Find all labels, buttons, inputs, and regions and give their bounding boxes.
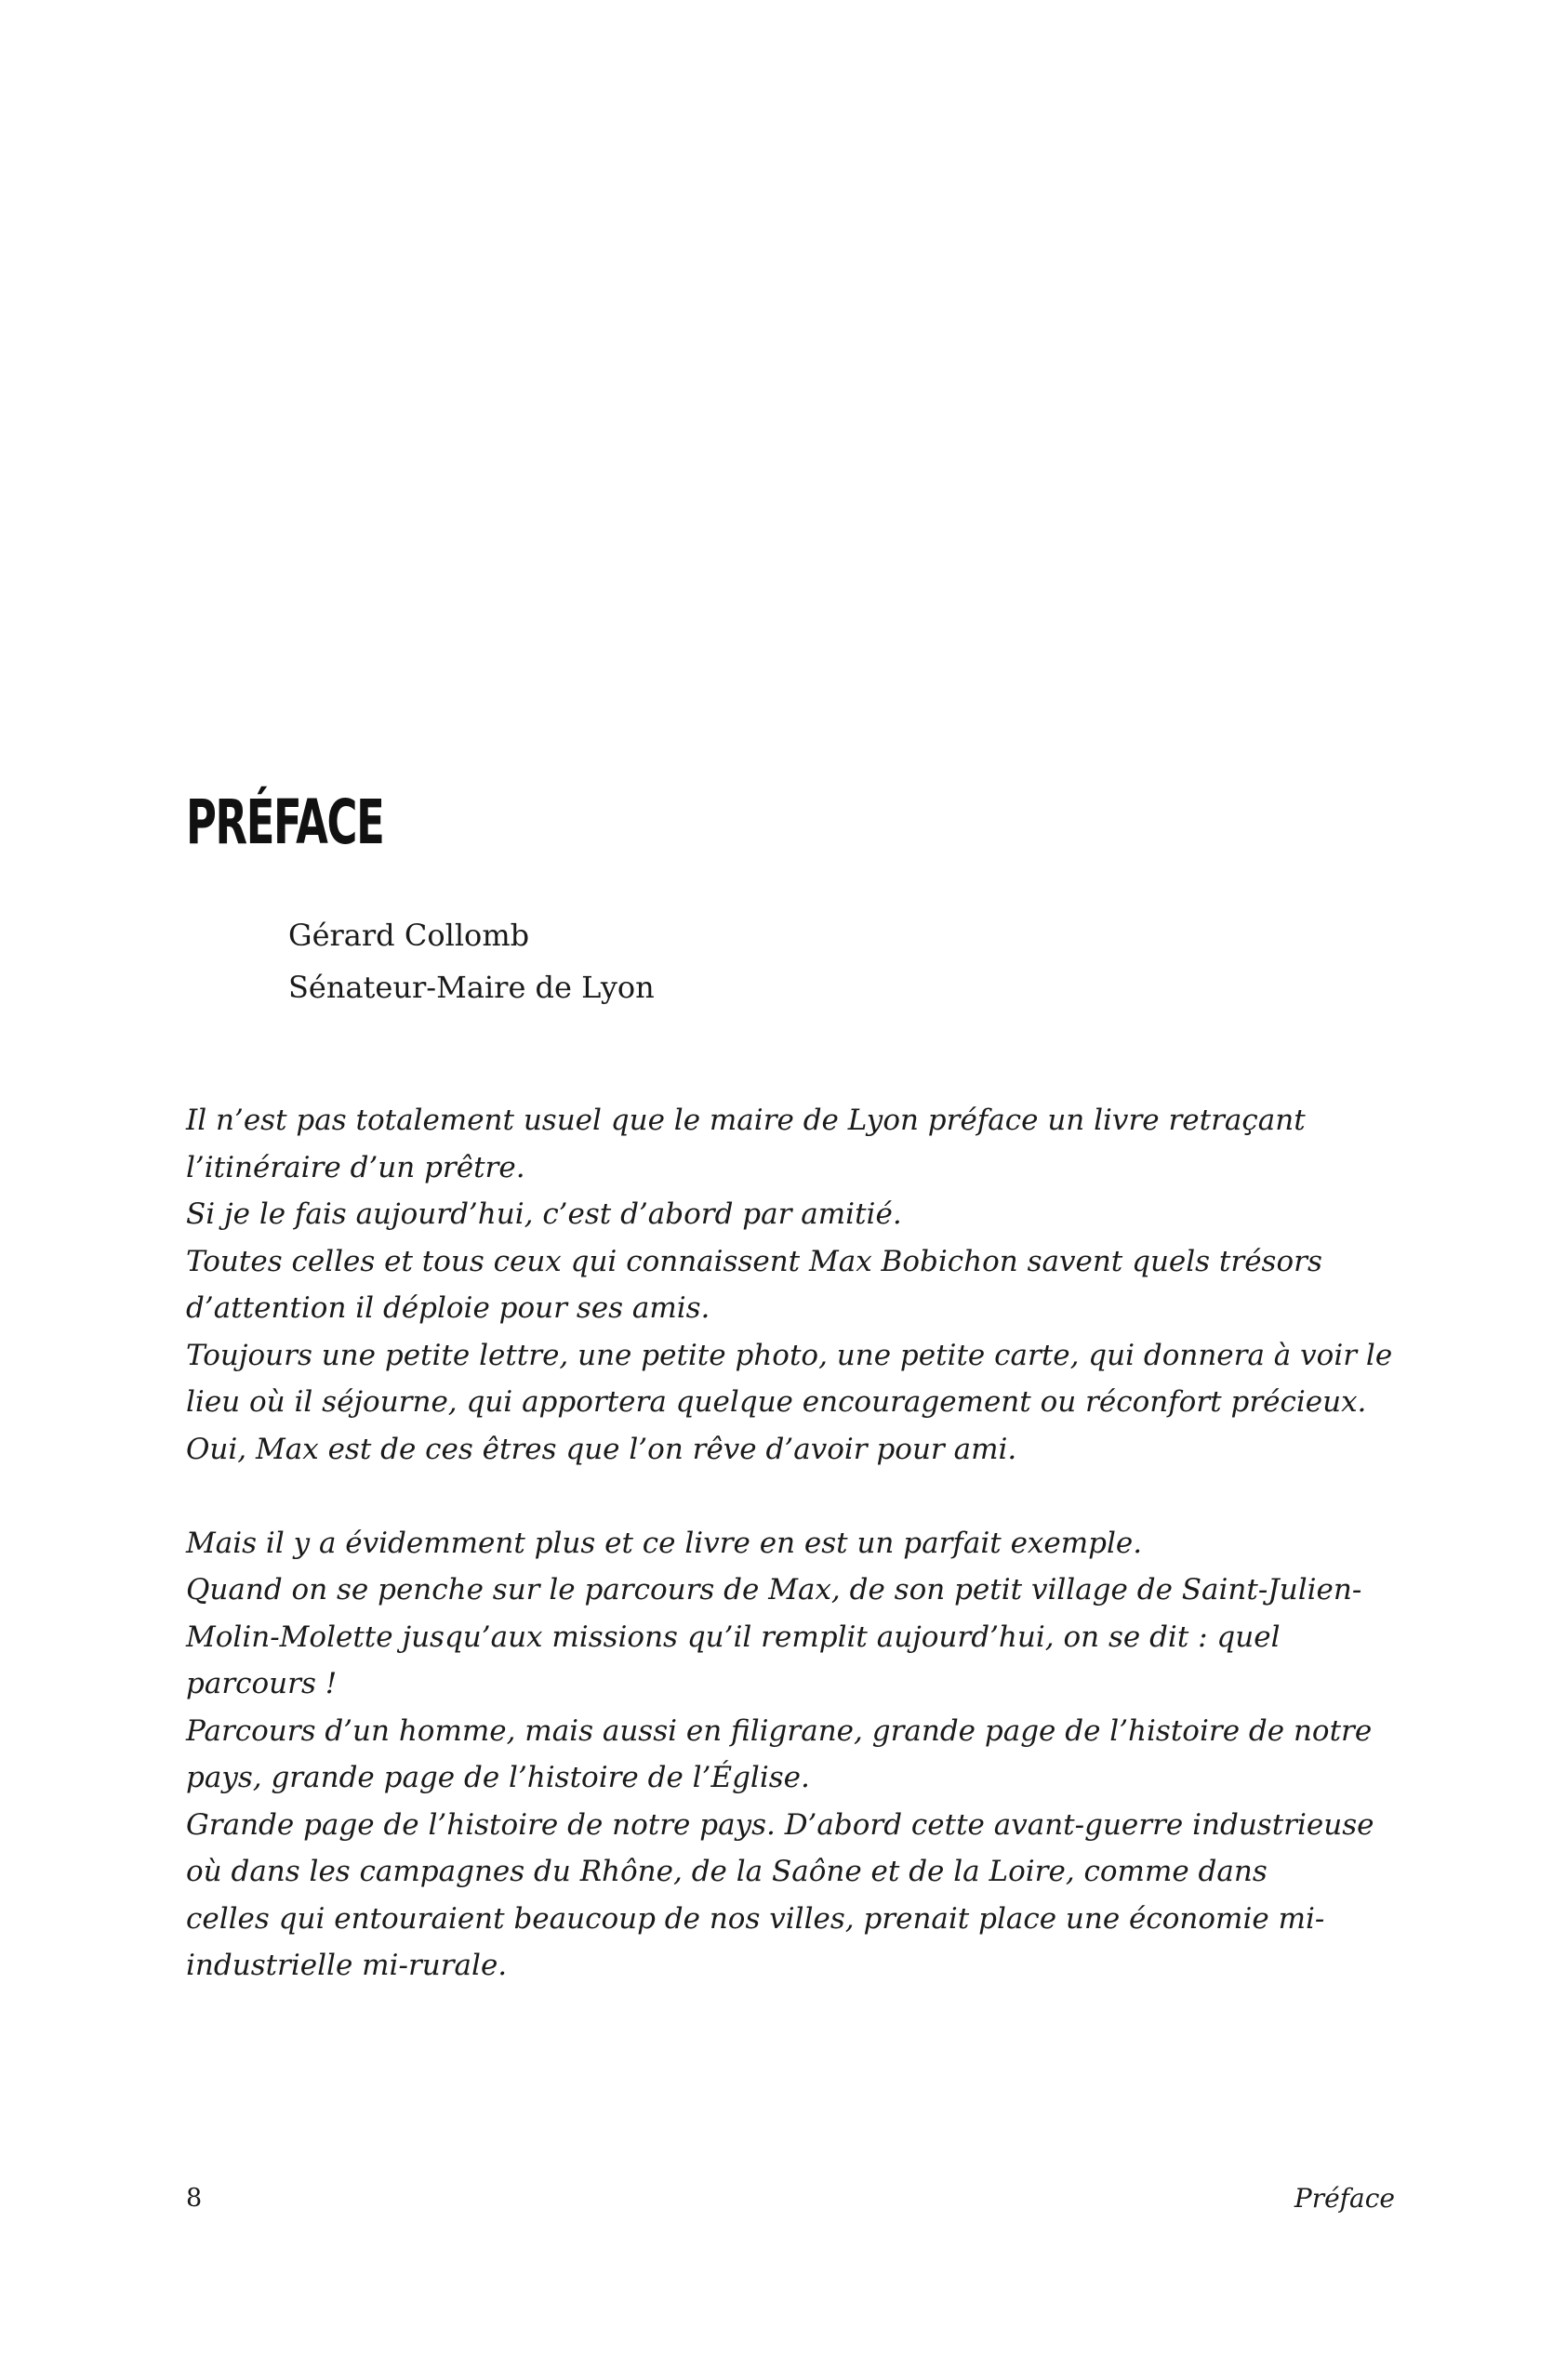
author-name: Gérard Collomb xyxy=(288,918,530,953)
text-line: Oui, Max est de ces êtres que l’on rêve d’avoir pour ami. xyxy=(186,1432,1017,1466)
chapter-title: PRÉFACE xyxy=(186,787,384,858)
text-line: l’itinéraire d’un prêtre. xyxy=(186,1150,525,1184)
text-line: Molin-Molette jusqu’aux missions qu’il remplit aujourd’hui, on se dit : quel xyxy=(186,1620,1281,1654)
text-line: Quand on se penche sur le parcours de Max, de son petit village de Saint-Julien- xyxy=(186,1573,1362,1606)
author-block xyxy=(288,909,655,1013)
text-line: Il n’est pas totalement usuel que le maire de Lyon préface un livre retraçant xyxy=(186,1104,1306,1137)
text-line: où dans les campagnes du Rhône, de la Saône et de la Loire, comme dans xyxy=(186,1855,1268,1888)
text-line: celles qui entouraient beaucoup de nos villes, prenait place une économie mi- xyxy=(186,1901,1325,1936)
text-line: lieu où il séjourne, qui apportera quelque encouragement ou réconfort précieux. xyxy=(186,1385,1367,1419)
author-role: Sénateur-Maire de Lyon xyxy=(288,970,655,1005)
paragraph-spacer xyxy=(186,1473,1423,1520)
text-line: pays, grande page de l’histoire de l’Église. xyxy=(186,1761,810,1794)
paragraph xyxy=(186,1520,1423,1990)
text-line: Grande page de l’histoire de notre pays. D’abord cette avant-guerre industrieuse xyxy=(186,1807,1374,1842)
preface-body xyxy=(186,1097,1423,1990)
text-line: Toujours une petite lettre, une petite photo, une petite carte, qui donnera à voir le xyxy=(186,1338,1393,1372)
text-line: d’attention il déploie pour ses amis. xyxy=(186,1291,710,1325)
text-line: Toutes celles et tous ceux qui connaissent Max Bobichon savent quels trésors xyxy=(186,1244,1322,1278)
text-line: industrielle mi-rurale. xyxy=(186,1949,508,1982)
text-line: Si je le fais aujourd’hui, c’est d’abord par amitié. xyxy=(186,1197,902,1231)
text-line: Parcours d’un homme, mais aussi en filigrane, grande page de l’histoire de notre xyxy=(186,1713,1373,1748)
page-number: 8 xyxy=(186,2184,203,2213)
paragraph xyxy=(186,1097,1423,1473)
running-head: Préface xyxy=(1294,2183,1395,2214)
text-line: Mais il y a évidemment plus et ce livre en est un parfait exemple. xyxy=(186,1526,1143,1560)
text-line: parcours ! xyxy=(186,1667,338,1700)
